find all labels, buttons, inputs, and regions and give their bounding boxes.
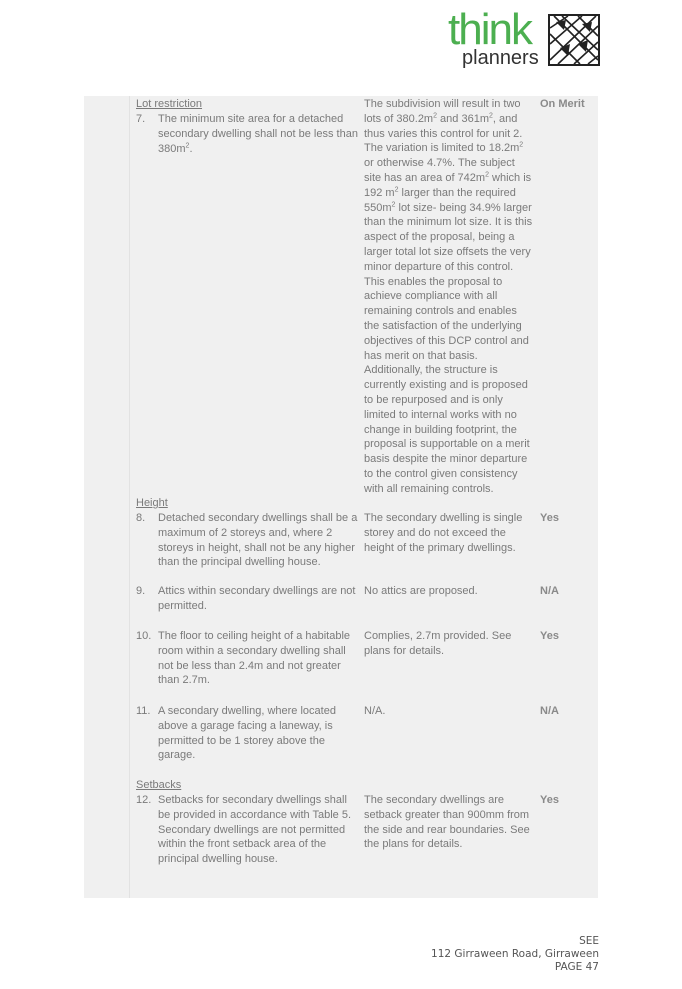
company-logo [448,5,608,72]
section-heading-setbacks: Setbacks [136,779,182,791]
logo-planners-text: planners [462,47,539,69]
section-heading-height: Height [136,497,168,509]
item-number: 10. [136,630,152,642]
status-badge: N/A [540,585,559,597]
status-badge: On Merit [540,98,585,110]
footer-address: 112 Girraween Road, Girraween [431,948,599,960]
section-heading-lot-restriction: Lot restriction [136,98,203,110]
response-text: No attics are proposed. [364,585,478,597]
response-text: The secondary dwellings are setback greater than 900mm from the side and rear boundaries. See the plans for details. [364,794,530,851]
logo-map-icon [548,14,600,66]
status-badge: Yes [540,512,559,524]
requirement-text: The minimum site area for a detached secondary dwelling shall not be less than $380m^2$. [158,113,358,155]
footer-see: SEE [579,935,599,947]
response-text: N/A. [364,705,386,717]
item-number: 8. [136,512,146,524]
response-text: The secondary dwelling is single storey and do not exceed the height of the primary dwellings. [364,512,523,554]
column-divider [129,96,130,898]
requirement-text: The floor to ceiling height of a habitable room within a secondary dwelling shall not be less than 2.4m and not greater than 2.7m. [158,630,351,687]
item-number: 12. [136,794,152,806]
requirement-text: Attics within secondary dwellings are not permitted. [158,585,356,612]
footer-page-number: PAGE 47 [554,961,599,973]
status-badge: N/A [540,705,559,717]
response-text: Complies, 2.7m provided. See plans for details. [364,630,512,657]
item-number: 7. [136,113,146,125]
requirement-text: A secondary dwelling, where located above a garage facing a laneway, is permitted to be 1 storey above the garage. [158,705,336,762]
logo-think-text: think [448,5,531,54]
status-badge: Yes [540,630,559,642]
requirement-text: Setbacks for secondary dwellings shall be provided in accordance with Table 5. Secondary dwellings are not permitted within the front setback area of the principal dwelling house. [158,794,352,866]
status-badge: Yes [540,794,559,806]
item-number: 9. [136,585,146,597]
requirement-text: Detached secondary dwellings shall be a maximum of 2 storeys and, where 2 storeys in height, shall not be any higher than the principal dwelling house. [158,512,358,569]
item-number: 11. [136,705,151,717]
response-text: The subdivision will result in two lots of $380.2m^2$ and $361m^2$, and thus varies this control for unit 2. The variation is limited to $18.2m^2$ or otherwise 4.7%. The subject site has an area of $742m^2$ which is 192 $m^2$ larger than the required $550m^2$ lot size- being 34.9% larger than the minimum lot size. It is this aspect of the proposal, being a larger total lot size offsets the very minor departure of this control. This enables the proposal to achieve compliance with all remaining controls and enables the satisfaction of the underlying objectives of this DCP control and has merit on that basis. Additionally, the structure is currently existing and is proposed to be repurposed and is only limited to internal works with no change in building footprint, the proposal is supportable on a merit basis despite the minor departure to the control given consistency with all remaining controls. [364,98,533,495]
